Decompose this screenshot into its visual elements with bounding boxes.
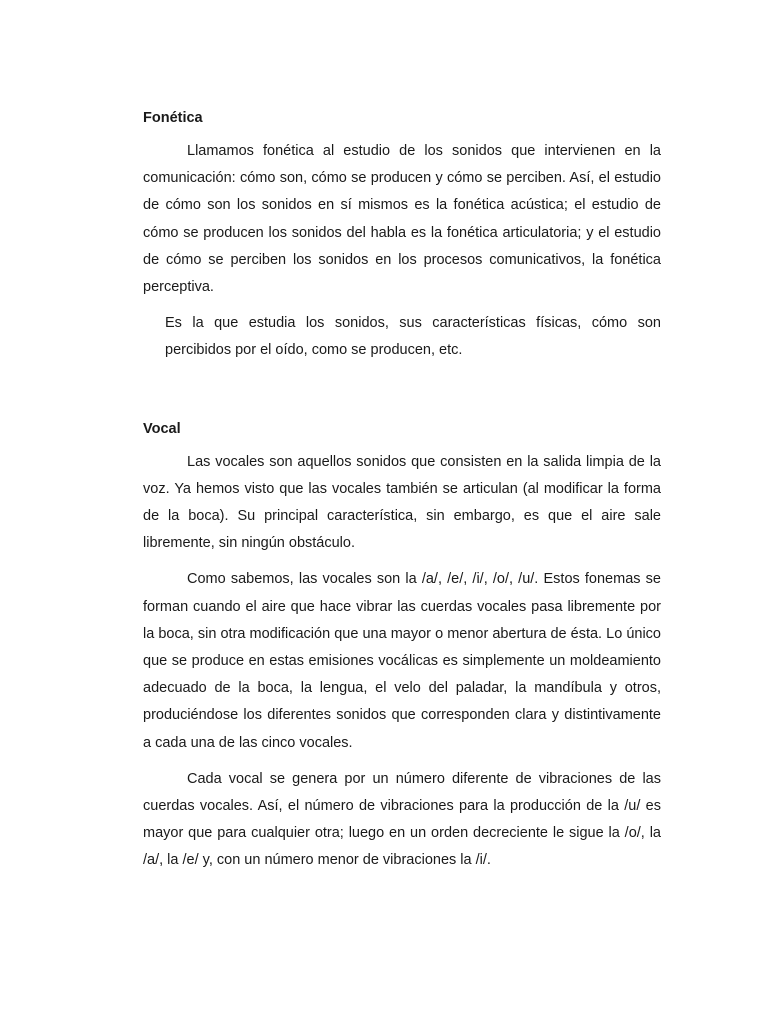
- paragraph: Cada vocal se genera por un número diferente de vibraciones de las cuerdas vocales. Así, el número de vibraciones para la producción de la /u/ es mayor que para cualquier otra; luego en un orden decreciente le sigue la /o/, la /a/, la /e/ y, con un número menor de vibraciones la /i/.: [143, 770, 661, 869]
- section-spacer: [143, 374, 661, 419]
- paragraph: Como sabemos, las vocales son la /a/, /e/, /i/, /o/, /u/. Estos fonemas se forman cuando el aire que hace vibrar las cuerdas vocales pasa libremente por la boca, sin otra modificación que una mayor o menor abertura de ésta. Lo único que se produce en estas emisiones vocálicas es simplemente un moldeamiento adecuado de la boca, la lengua, el velo del paladar, la mandíbula y otros, produciéndose los diferentes sonidos que corresponden clara y distintivamente a cada una de las cinco vocales.: [143, 571, 661, 751]
- paragraph: Las vocales son aquellos sonidos que consisten en la salida limpia de la voz. Ya hemos visto que las vocales también se articulan (al modificar la forma de la boca). Su principal característica, sin embargo, es que el aire sale libremente, sin ningún obstáculo.: [143, 453, 661, 552]
- document-content: [143, 108, 661, 884]
- paragraph: Es la que estudia los sonidos, sus características físicas, cómo son percibidos por el oído, como se producen, etc.: [165, 315, 661, 359]
- section-fonetica: [143, 108, 661, 365]
- section-vocal: [143, 419, 661, 875]
- section-heading: Fonética: [143, 110, 203, 126]
- section-heading: Vocal: [143, 420, 181, 437]
- paragraph: Llamamos fonética al estudio de los sonidos que intervienen en la comunicación: cómo son, cómo se producen y cómo se perciben. Así, el estudio de cómo son los sonidos en sí mismos es la fonética acústica; el estudio de cómo se producen los sonidos del habla es la fonética articulatoria; y el estudio de cómo se perciben los sonidos en los procesos comunicativos, la fonética perceptiva.: [143, 143, 661, 296]
